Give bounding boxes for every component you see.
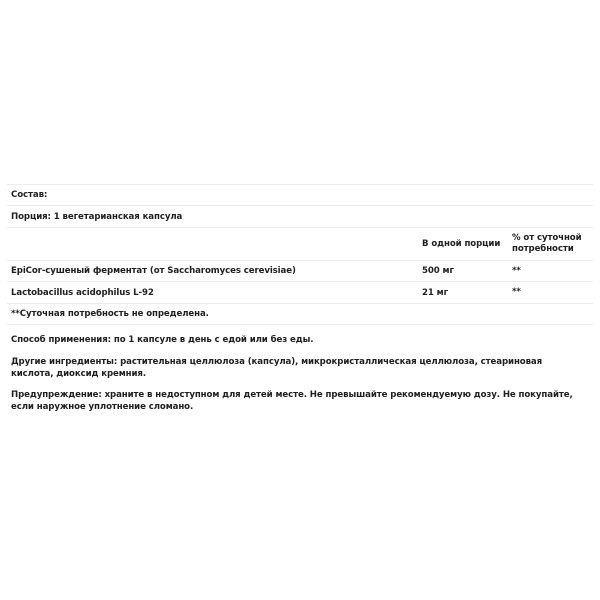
ingredient-amount: 500 мг	[422, 266, 454, 276]
warning-text: Предупреждение: храните в недоступном для детей месте. Не превышайте рекомендуемую дозу. Не покупайте, если наружное уплотнение сломано.	[11, 390, 573, 412]
ingredient-name: EpiCor-сушеный ферментат (от Saccharomyces cerevisiae)	[11, 266, 296, 276]
other-ingredients: Другие ингредиенты: растительная целлюлоза (капсула), микрокристаллическая целлюлоза, стеариновая кислота, диоксид кремния.	[11, 357, 543, 379]
usage-instructions: Способ применения: по 1 капсуле в день с едой или без еды.	[11, 335, 314, 345]
table-row	[7, 282, 593, 304]
ingredient-daily-value: **	[512, 265, 521, 276]
footnote-row	[7, 304, 593, 325]
serving-row	[7, 206, 593, 228]
composition-title-row	[7, 185, 593, 206]
amount-column-header: В одной порции	[422, 239, 501, 249]
ingredient-amount: 21 мг	[422, 287, 448, 298]
ingredient-daily-value: **	[512, 287, 521, 297]
footnote: **Суточная потребность не определена.	[11, 309, 209, 319]
ingredient-name: Lactobacillus acidophilus L-92	[11, 287, 154, 298]
composition-title: Состав:	[11, 190, 48, 200]
daily-value-column-header: % от суточной потребности	[512, 233, 582, 254]
serving-size: Порция: 1 вегетарианская капсула	[11, 211, 183, 222]
supplement-facts-table	[7, 184, 593, 325]
table-row	[7, 261, 593, 282]
table-header-row	[7, 228, 593, 261]
